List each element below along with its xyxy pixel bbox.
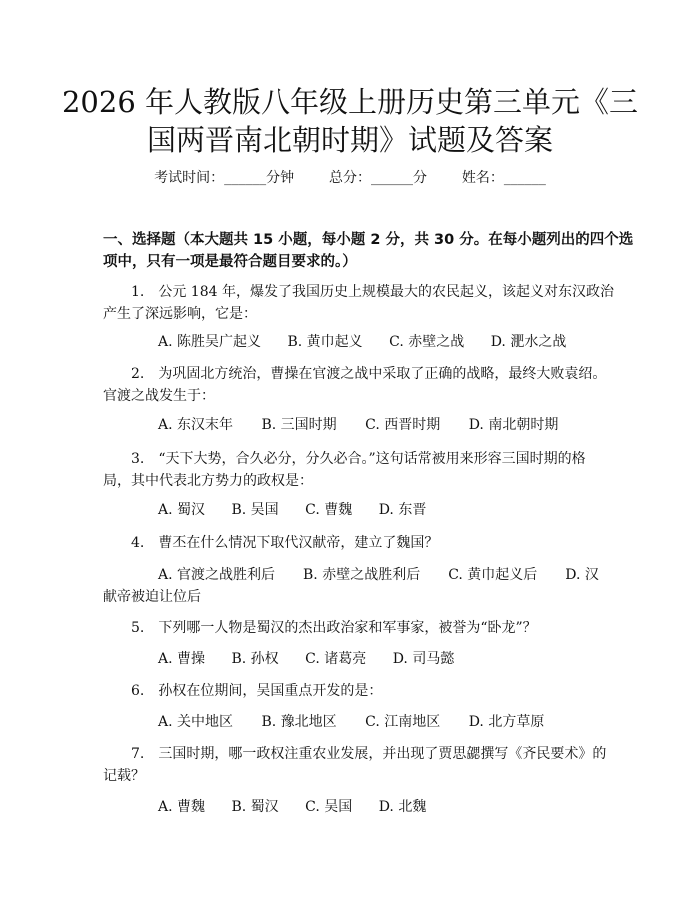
question-6-line-1: 6. 孙权在位期间，吴国重点开发的是： (131, 683, 383, 699)
option-c: C. 江南地区 (365, 714, 441, 730)
option-b: B. 蜀汉 (231, 799, 279, 815)
option-b: B. 黄巾起义 (287, 334, 363, 350)
option-a: A. 关中地区 (158, 714, 234, 730)
option-d: D. 南北朝时期 (468, 417, 559, 433)
option-d: D. 司马懿 (392, 651, 455, 667)
question-1-line-2: 产生了深远影响，它是： (103, 306, 257, 322)
option-d: D. 北魏 (378, 799, 427, 815)
question-6-options (158, 711, 544, 733)
exam-meta (0, 168, 700, 188)
question-5-line-1: 5. 下列哪一人物是蜀汉的杰出政治家和军事家，被誉为“卧龙”？ (131, 620, 537, 636)
option-a: A. 蜀汉 (158, 502, 206, 518)
exam-time: 考试时间：______分钟 (154, 170, 295, 186)
option-b: B. 孙权 (231, 651, 279, 667)
option-a: A. 曹魏 (158, 799, 206, 815)
section-heading-line-2: 项中，只有一项是最符合题目要求的。） (103, 254, 357, 270)
option-c: C. 吴国 (305, 799, 353, 815)
exam-name: 姓名：______ (461, 170, 546, 186)
option-d: D. 北方草原 (468, 714, 545, 730)
question-1-line-1: 1. 公元 184 年，爆发了我国历史上规模最大的农民起义，该起义对东汉政治 (131, 284, 614, 300)
question-7-line-2: 记载？ (103, 768, 145, 784)
question-2-options (158, 414, 558, 436)
option-b: B. 三国时期 (261, 417, 337, 433)
option-a: A. 东汉末年 (158, 417, 234, 433)
option-b: B. 吴国 (231, 502, 279, 518)
question-7-line-1: 7. 三国时期，哪一政权注重农业发展，并出现了贾思勰撰写《齐民要术》的 (131, 746, 607, 762)
page-title-line-1: 2026 年人教版八年级上册历史第三单元《三 (61, 85, 639, 119)
option-a: A. 曹操 (158, 651, 206, 667)
question-3-options (158, 499, 426, 521)
question-5-options (158, 648, 454, 670)
question-1-options (158, 331, 566, 353)
option-c: C. 赤壁之战 (389, 334, 465, 350)
question-2-line-1: 2. 为巩固北方统治，曹操在官渡之战中采取了正确的战略，最终大败袁绍。 (131, 366, 607, 382)
section-heading-line-1: 一、选择题（本大题共 15 小题，每小题 2 分，共 30 分。在每小题列出的四个选 (103, 232, 634, 248)
question-3-line-2: 局，其中代表北方势力的政权是： (103, 473, 313, 489)
question-3-line-1: 3. “天下大势，合久必分，分久必合。”这句话常被用来形容三国时期的格 (131, 451, 586, 467)
option-c: C. 曹魏 (305, 502, 353, 518)
option-c: C. 诸葛亮 (305, 651, 367, 667)
exam-score: 总分：______分 (329, 170, 427, 186)
question-2-line-2: 官渡之战发生于： (103, 388, 215, 404)
option-b: B. 豫北地区 (261, 714, 337, 730)
question-4-options-line-2: 献帝被迫让位后 (103, 589, 201, 605)
option-d: D. 东晋 (378, 502, 427, 518)
question-4-options-line-1: A. 官渡之战胜利后 B. 赤壁之战胜利后 C. 黄巾起义后 D. 汉 (158, 567, 599, 583)
question-4-line-1: 4. 曹丕在什么情况下取代汉献帝，建立了魏国？ (131, 535, 439, 551)
question-7-options (158, 796, 426, 818)
option-a: A. 陈胜吴广起义 (158, 334, 262, 350)
option-d: D. 淝水之战 (490, 334, 567, 350)
option-c: C. 西晋时期 (365, 417, 441, 433)
page-title-line-2: 国两晋南北朝时期》试题及答案 (146, 123, 553, 157)
